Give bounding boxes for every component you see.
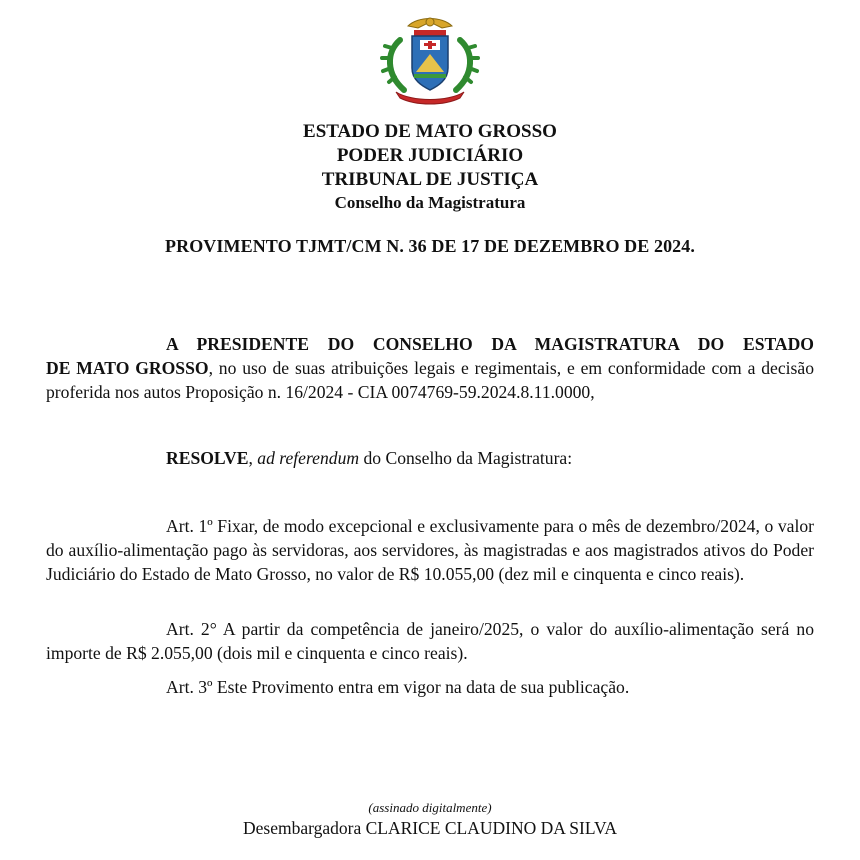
header-council-text: Conselho da Magistratura — [334, 193, 526, 212]
header-state: ESTADO DE MATO GROSSO — [303, 121, 557, 142]
signatory-name: Desembargadora CLARICE CLAUDINO DA SILVA — [243, 818, 617, 838]
preamble-lead-line — [46, 332, 814, 356]
preamble-lead-bold-1: A PRESIDENTE DO CONSELHO DA MAGISTRATURA DO ESTADO — [166, 334, 814, 354]
preamble-lead-bold-2: DE MATO GROSSO — [46, 358, 209, 378]
article-3: Art. 3º Este Provimento entra em vigor na data de sua publicação. — [166, 677, 630, 697]
article-2: Art. 2° A partir da competência de janeiro/2025, o valor do auxílio-alimentação será no importe de R$ 2.055,00 (dois mil e cinquenta e cinco reais). — [46, 619, 814, 663]
preamble-paragraph — [46, 332, 814, 404]
header-court: TRIBUNAL DE JUSTIÇA — [321, 169, 539, 190]
article-1: Art. 1º Fixar, de modo excepcional e exclusivamente para o mês de dezembro/2024, o valor do auxílio-alimentação pago às servidoras, aos servidores, às magistradas e aos magistrados ativos do Poder Judiciário do Estado de Mato Grosso, no valor de R$ 10.055,00 (dez mil e cinquenta e cinco reais). — [46, 516, 814, 584]
signature-note: (assinado digitalmente) — [368, 800, 492, 815]
resolve-italic: ad referendum — [257, 448, 360, 468]
preamble-body — [46, 356, 814, 404]
header-council — [0, 191, 860, 215]
resolve-bold: RESOLVE — [166, 448, 249, 468]
coat-of-arms-icon — [378, 12, 482, 106]
preamble-rest: , no uso de suas atribuições legais e regimentais, e em conformidade com a decisão proferida nos autos Proposição n. 16/2024 - CIA 0074769-59.2024.8.11.0000, — [46, 358, 814, 402]
document-title: PROVIMENTO TJMT/CM N. 36 DE 17 DE DEZEMBRO DE 2024. — [165, 236, 695, 256]
resolve-paragraph — [46, 446, 814, 470]
resolve-rest: do Conselho da Magistratura: — [359, 448, 573, 468]
resolve-comma: , — [248, 448, 258, 468]
header-branch: PODER JUDICIÁRIO — [336, 145, 524, 166]
